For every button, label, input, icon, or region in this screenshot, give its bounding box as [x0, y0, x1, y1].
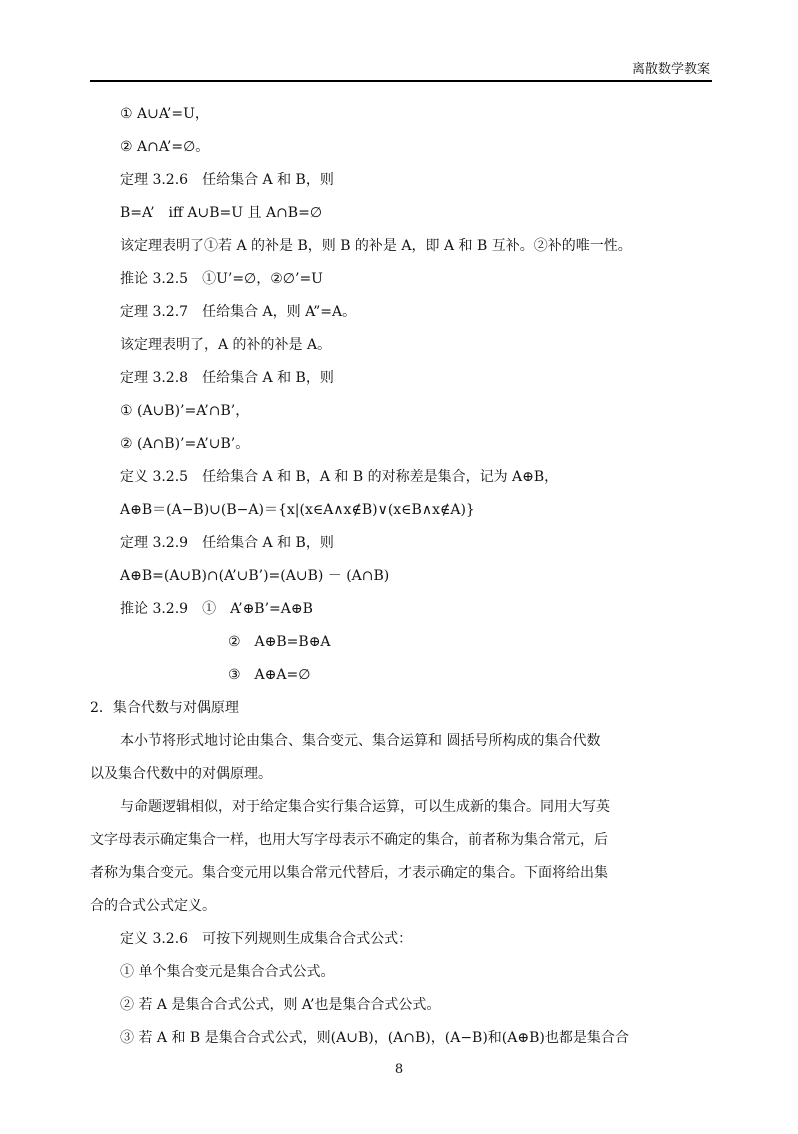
formula-line: B=A’ iff A∪B=U 且 A∩B=∅	[120, 205, 323, 221]
text-line: ① A∪A’=U，	[120, 106, 209, 122]
formula-line: ③ A⊕A=∅	[228, 667, 311, 683]
corollary-heading: 推论 3.2.9 ① A’⊕B’=A⊕B	[120, 601, 313, 617]
formula-line: ② (A∩B)’=A’∪B’。	[120, 436, 250, 452]
theorem-heading: 定理 3.2.6 任给集合 A 和 B，则	[120, 172, 334, 188]
rule-item: ① 单个集合变元是集合合式公式。	[120, 964, 335, 980]
paragraph-line: 合的合式公式定义。	[90, 898, 216, 914]
theorem-heading: 定理 3.2.8 任给集合 A 和 B，则	[120, 370, 334, 386]
page-header	[90, 58, 712, 82]
definition-heading: 定义 3.2.6 可按下列规则生成集合合式公式：	[120, 931, 413, 947]
paragraph-line: 与命题逻辑相似，对于给定集合实行集合运算，可以生成新的集合。同用大写英	[120, 799, 610, 815]
text-line: 该定理表明了，A 的补的补是 A。	[120, 337, 332, 353]
definition-heading: 定义 3.2.5 任给集合 A 和 B，A 和 B 的对称差是集合，记为 A⊕B，	[120, 469, 559, 485]
text-line: 该定理表明了①若 A 的补是 B，则 B 的补是 A，即 A 和 B 互补。②补的唯一性。	[120, 238, 632, 254]
paragraph-line: 本小节将形式地讨论由集合、集合变元、集合运算和 圆括号所构成的集合代数	[120, 733, 601, 749]
formula-line: ② A⊕B=B⊕A	[228, 634, 331, 650]
page-number: 8	[394, 1062, 404, 1077]
rule-item: ② 若 A 是集合合式公式，则 A’也是集合合式公式。	[120, 997, 441, 1013]
formula-line: ① (A∪B)’=A’∩B’，	[120, 403, 250, 419]
rule-item: ③ 若 A 和 B 是集合合式公式，则(A∪B)，(A∩B)，(A−B)和(A⊕B)也都是集合合	[120, 1030, 629, 1046]
paragraph-line: 文字母表示确定集合一样，也用大写字母表示不确定的集合，前者称为集合常元，后	[90, 832, 608, 848]
section-heading: 2．集合代数与对偶原理	[90, 700, 239, 716]
corollary-heading: 推论 3.2.5 ①U’=∅，②∅’=U	[120, 271, 323, 287]
theorem-heading: 定理 3.2.9 任给集合 A 和 B，则	[120, 535, 334, 551]
paragraph-line: 以及集合代数中的对偶原理。	[90, 766, 272, 782]
formula-line: A⊕B＝(A−B)∪(B−A)＝{x|(x∈A∧x∉B)∨(x∈B∧x∉A)}	[120, 502, 475, 518]
header-title: 离散数学教案	[631, 62, 710, 77]
theorem-heading: 定理 3.2.7 任给集合 A，则 A”=A。	[120, 304, 357, 320]
formula-line: A⊕B=(A∪B)∩(A’∪B’)=(A∪B) － (A∩B)	[120, 568, 390, 584]
paragraph-line: 者称为集合变元。集合变元用以集合常元代替后，才表示确定的集合。下面将给出集	[90, 865, 608, 881]
text-line: ② A∩A’=∅。	[120, 139, 210, 155]
